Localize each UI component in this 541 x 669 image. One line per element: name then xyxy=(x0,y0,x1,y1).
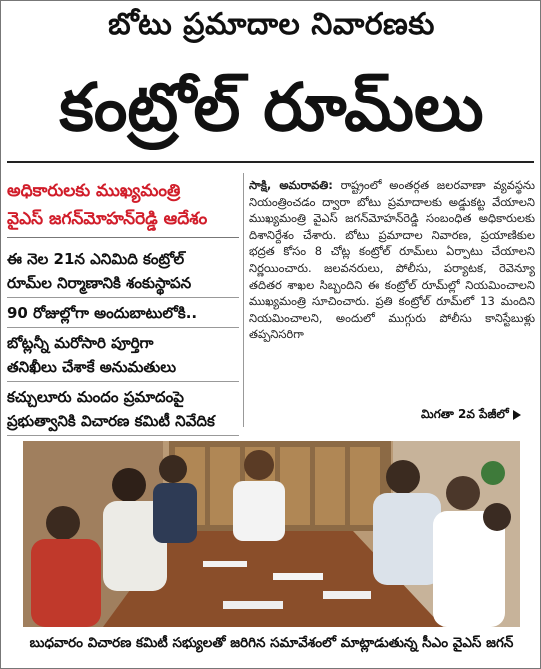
highlights-column xyxy=(7,177,239,436)
play-triangle-icon xyxy=(513,410,521,420)
highlight-line: కచ్చులూరు మందం ప్రమాదంపై xyxy=(7,388,184,406)
headline-kicker: బోటు ప్రమాదాల నివారణకు xyxy=(108,7,435,42)
article-body xyxy=(249,177,535,343)
headline-divider xyxy=(7,161,534,163)
subhead xyxy=(7,177,239,233)
continued-note xyxy=(421,407,521,424)
meeting-photo xyxy=(23,441,520,627)
meeting-photo-illustration xyxy=(23,441,520,627)
subhead-line: అధికారులకు ముఖ్యమంత్రి xyxy=(7,181,181,201)
highlight-item xyxy=(7,244,239,298)
highlight-item xyxy=(7,382,239,436)
highlight-item xyxy=(7,328,239,382)
highlight-line: ఈ నెల 21న ఎనిమిది కంట్రోల్ xyxy=(7,250,185,268)
highlights-list xyxy=(7,244,239,436)
continued-label: మిగతా 2వ పేజీలో xyxy=(421,407,509,421)
subhead-line: వైఎస్ జగన్‌మోహన్‌రెడ్డి ఆదేశం xyxy=(7,209,208,229)
subhead-divider xyxy=(7,237,239,238)
highlight-line: తనిఖీలు చేశాకే అనుమతులు xyxy=(7,358,177,376)
headline-main: కంట్రోల్ రూమ్‌లు xyxy=(59,69,484,146)
highlight-line: 90 రోజుల్లోగా అందుబాటులోకి.. xyxy=(7,304,198,322)
column-divider xyxy=(243,173,244,427)
photo-caption: బుధవారం విచారణ కమిటీ సభ్యులతో జరిగిన సమావేశంలో మాట్లాడుతున్న సీఎం వైఎస్ జగన్ xyxy=(29,635,514,651)
article-text: రాష్ట్రంలో అంతర్గత జలరవాణా వ్యవస్థను నియంత్రించడం ద్వారా బోటు ప్రమాదాలకు అడ్డుకట్ట వేయాలని ముఖ్యమంత్రి వైఎస్ జగన్‌మోహన్‌రెడ్డి సంబంధిత అధికారులకు దిశానిర్దేశం చేశారు. బోటు ప్రమాదాల నివారణ, ప్రయాణికుల భద్రత కోసం 8 చోట్ల కంట్రోల్ రూమ్‌లు ఏర్పాటు చేయాలని నిర్ణయించారు. జలవనరులు, పోలీసు, పర్యాటక, రెవెన్యూ తదితర శాఖల సిబ్బందిని ఈ కంట్రోల్ రూమ్‌ల్లో నియమించాలని ముఖ్యమంత్రి సూచించారు. ప్రతి కంట్రోల్ రూమ్‌లో 13 మందిని నియమించాలని, అందులో ముగ్గురు పోలీసు కానిస్టేబుళ్లు తప్పనిసరిగా xyxy=(249,178,535,342)
highlight-line: రూమ్‌ల నిర్మాణానికి శంకుస్థాపన xyxy=(7,274,192,292)
highlight-line: బోట్లన్నీ మరోసారి పూర్తిగా xyxy=(7,334,154,352)
highlight-item xyxy=(7,298,239,328)
highlight-line: ప్రభుత్వానికి విచారణ కమిటీ నివేదిక xyxy=(7,412,215,430)
dateline: సాక్షి, అమరావతి: xyxy=(249,178,333,192)
